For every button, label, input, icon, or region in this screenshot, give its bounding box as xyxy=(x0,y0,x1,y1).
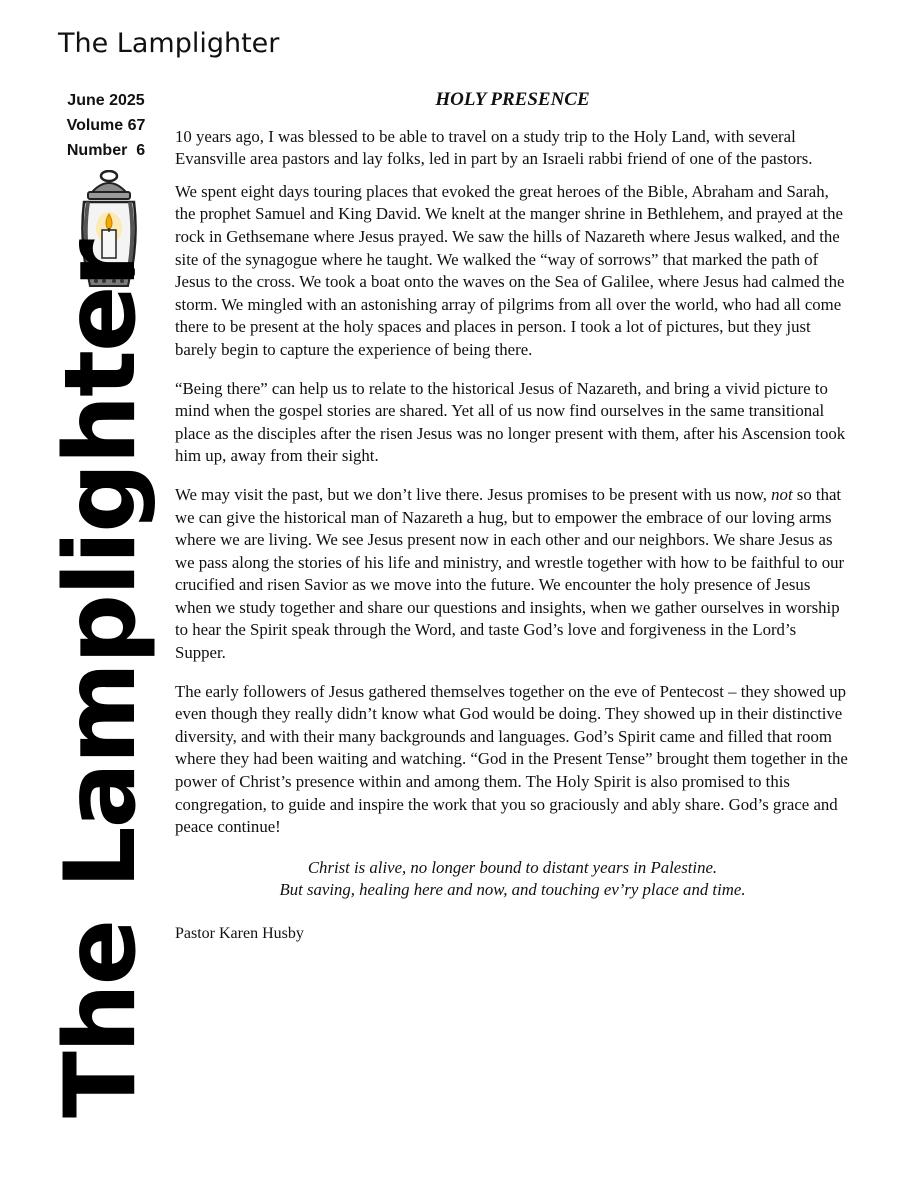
article-paragraph: We spent eight days touring places that evoked the great heroes of the Bible, Abraham and Sarah, the prophet Samuel and King David. We knelt at the manger shrine in Bethlehem, and prayed at the rock in Gethsemane where Jesus prayed. We saw the hills of Nazareth where Jesus walked, and the site of the synagogue where he taught. We walked the “way of sorrows” that marked the path of Jesus to the cross. We took a boat onto the waves on the Sea of Galilee, where Jesus had calmed the storm. We mingled with an astonishing array of pilgrims from all over the world, who had all come there to be present at the holy spaces and places in person. I took a lot of pictures, but they just barely begin to capture the experience of being there. xyxy=(175,181,845,359)
quote-line: Christ is alive, no longer bound to distant years in Palestine. xyxy=(307,857,718,877)
issue-info xyxy=(56,88,156,163)
signature: Pastor Karen Husby xyxy=(175,924,304,942)
issue-date: June 2025 xyxy=(67,92,145,109)
paragraph-text: so that we can give the historical man of Nazareth a hug, but to empower the embrace of our loving arms where we are living. We see Jesus present now in each other and our neighbors. We share Jesus as we pass along the stories of his life and ministry, and wrestle together with how to be faithful to our crucified and risen Savior as we move into the future. We encounter the holy presence of Jesus when we study together and share our questions and insights, when we gather ourselves in worship to hear the Spirit speak through the Word, and taste God’s love and forgiveness in the Lord’s Supper. xyxy=(175,484,845,663)
issue-number: Number 6 xyxy=(66,142,146,159)
article xyxy=(175,85,850,945)
hymn-quote xyxy=(175,857,850,901)
newsletter-header-title: The Lamplighter xyxy=(58,28,280,59)
article-title: HOLY PRESENCE xyxy=(435,89,590,110)
emphasis-text: not xyxy=(771,484,793,504)
article-paragraph: 10 years ago, I was blessed to be able to travel on a study trip to the Holy Land, with several Evansville area pastors and lay folks, led in part by an Israeli rabbi friend of one of the pastors. xyxy=(175,126,813,169)
quote-line: But saving, healing here and now, and touching ev’ry place and time. xyxy=(279,879,746,899)
article-paragraph: The early followers of Jesus gathered themselves together on the eve of Pentecost – they showed up even though they really didn’t know what God would be doing. They showed up in their distinctive diversity, and with their many backgrounds and languages. God’s Spirit came and filled that room where they had been waiting and watching. “God in the Present Tense” brought them together in the power of Christ’s presence within and among them. The Holy Spirit is also promised to this congregation, to guide and inspire the work that you so graciously and ably share. God’s grace and peace continue! xyxy=(175,681,848,837)
article-paragraph xyxy=(175,484,850,665)
paragraph-text: We may visit the past, but we don’t live there. Jesus promises to be present with us now, xyxy=(175,484,772,504)
article-paragraph: “Being there” can help us to relate to the historical Jesus of Nazareth, and bring a vivid picture to mind when the gospel stories are shared. Yet all of us now find ourselves in the same transitional place as the disciples after the risen Jesus was no longer present with them, after his Ascension took him up, away from their sight. xyxy=(175,378,846,466)
issue-volume: Volume 67 xyxy=(66,117,146,134)
vertical-masthead-title: The Lamplighter xyxy=(44,241,158,1118)
